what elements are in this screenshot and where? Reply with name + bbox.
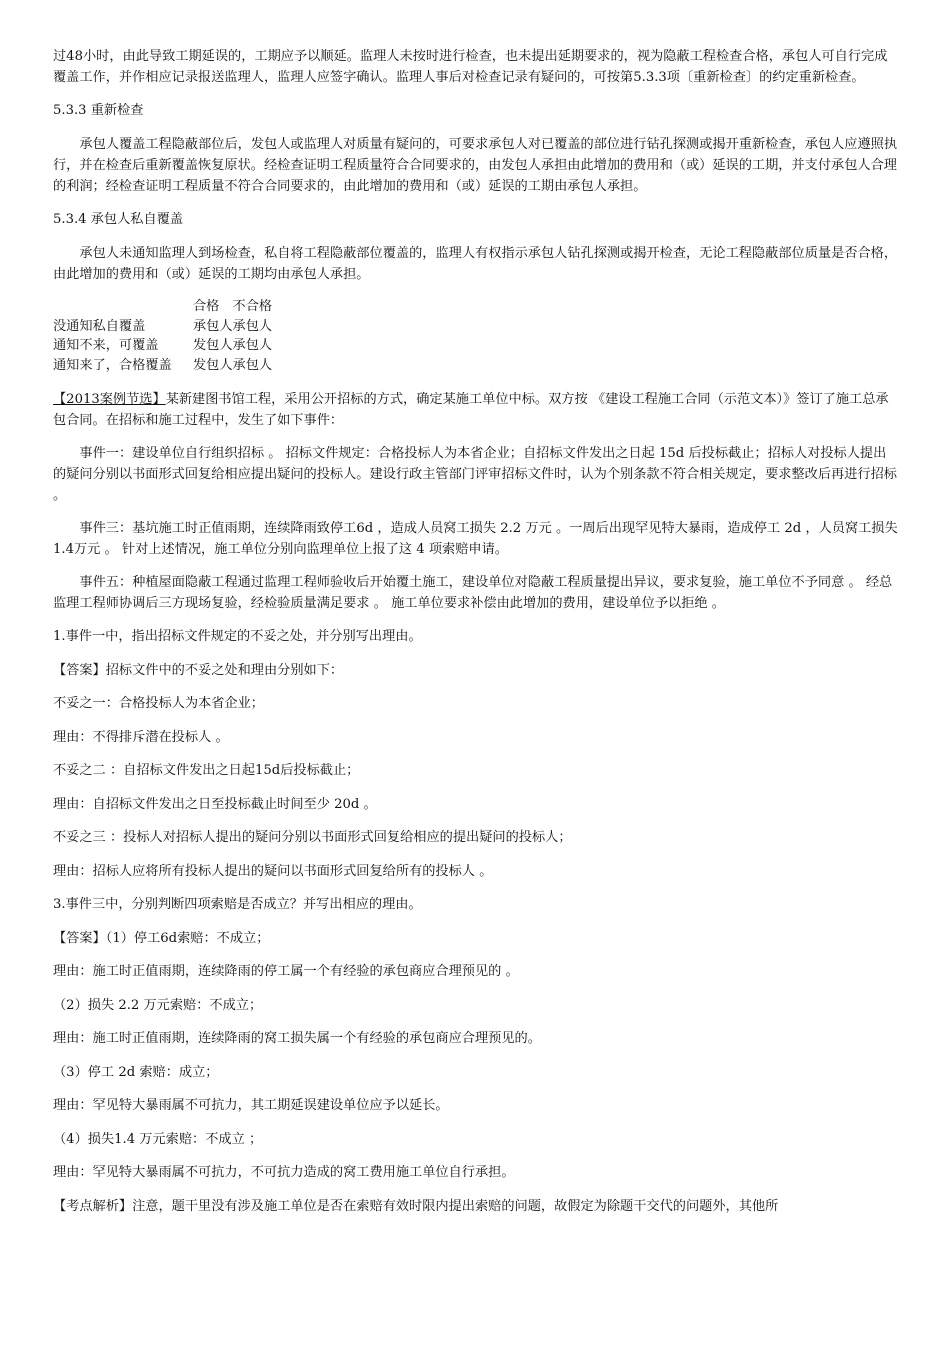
answer-line: 理由：罕见特大暴雨属不可抗力，其工期延误建设单位应予以延长。 (53, 1098, 449, 1113)
section-body-5-3-4: 承包人未通知监理人到场检查，私自将工程隐蔽部位覆盖的，监理人有权指示承包人钻孔探测或揭开检查，无论工程隐蔽部位质量是否合格，由此增加的费用和（或）延误的工期均由承包人承担。 (53, 246, 898, 282)
table-header-cell (53, 297, 193, 317)
answer-line: 理由：招标人应将所有投标人提出的疑问以书面形式回复给所有的投标人 。 (53, 863, 493, 879)
summary-table (53, 297, 898, 375)
answer-line: 不妥之二 ：自招标文件发出之日起15d后投标截止； (53, 763, 360, 778)
analysis-paragraph: 【考点解析】注意，题干里没有涉及施工单位是否在索赔有效时限内提出索赔的问题，故假定为除题干交代的问题外，其他所 (53, 1198, 779, 1214)
answer-line: （4）损失1.4 万元索赔：不成立 ； (53, 1131, 263, 1147)
question-1: 1.事件一中，指出招标文件规定的不妥之处，并分别写出理由。 (53, 629, 422, 644)
table-row-label: 通知不来，可覆盖 (53, 338, 159, 353)
table-row-value: 发包人承包人 (193, 338, 273, 353)
question-3: 3.事件三中，分别判断四项索赔是否成立？并写出相应的理由。 (53, 897, 422, 912)
case-tag: 【2013案例节选】 (53, 392, 166, 407)
answer-1-intro: 【答案】招标文件中的不妥之处和理由分别如下： (53, 662, 344, 678)
answer-line: 不妥之一：合格投标人为本省企业； (53, 696, 264, 711)
event-1: 事件一：建设单位自行组织招标 。 招标文件规定：合格投标人为本省企业；自招标文件发出之日起 15d 后投标截止；招标人对投标人提出的疑问分别以书面形式回复给相应提出疑问的投标人。建设行政主管部门评审招标文件时，认为个别条款不符合相关规定，要求整改后再进行招标 。 (53, 446, 897, 503)
answer-line: 【答案】（1）停工6d索赔：不成立； (53, 930, 270, 946)
continuation-paragraph: 过48小时，由此导致工期延误的，工期应予以顺延。监理人未按时进行检查，也未提出延期要求的，视为隐蔽工程检查合格，承包人可自行完成覆盖工作，并作相应记录报送监理人，监理人应签字确认。监理人事后对检查记录有疑问的，可按第5.3.3项〔重新检查〕的约定重新检查。 (53, 49, 888, 85)
section-heading-5-3-4: 5.3.4 承包人私自覆盖 (53, 212, 184, 227)
table-row-value: 承包人承包人 (193, 318, 273, 334)
answer-line: 不妥之三 ：投标人对招标人提出的疑问分别以书面形式回复给相应的提出疑问的投标人； (53, 830, 572, 845)
section-heading-5-3-3: 5.3.3 重新检查 (53, 103, 144, 118)
event-3: 事件三：基坑施工时正值雨期，连续降雨致停工6d ，造成人员窝工损失 2.2 万元 。一周后出现罕见特大暴雨，造成停工 2d ，人员窝工损失1.4万元 。 针对上述情况，施工单位分别向监理单位上报了这 4 项索赔申请。 (53, 521, 898, 557)
case-intro-text: 某新建图书馆工程，采用公开招标的方式，确定某施工单位中标。双方按 《建设工程施工合同（示范文本）》签订了施工总承包合同。在招标和施工过程中，发生了如下事件： (53, 392, 889, 428)
case-intro (53, 389, 898, 431)
answer-line: 理由：不得排斥潜在投标人 。 (53, 729, 229, 745)
document-page (53, 46, 898, 1229)
answer-line: 理由：自招标文件发出之日至投标截止时间至少 20d 。 (53, 796, 377, 812)
answer-line: 理由：罕见特大暴雨属不可抗力，不可抗力造成的窝工费用施工单位自行承担。 (53, 1165, 515, 1180)
table-row-value: 发包人承包人 (193, 357, 273, 373)
event-5: 事件五：种植屋面隐蔽工程通过监理工程师验收后开始覆土施工，建设单位对隐蔽工程质量提出异议，要求复验，施工单位不予同意 。 经总监理工程师协调后三方现场复验，经检验质量满足要求 。 施工单位要求补偿由此增加的费用，建设单位予以拒绝 。 (53, 575, 893, 611)
table-row-label: 通知来了，合格覆盖 (53, 357, 172, 373)
answer-line: （2）损失 2.2 万元索赔：不成立； (53, 997, 263, 1013)
answer-line: 理由：施工时正值雨期，连续降雨的窝工损失属一个有经验的承包商应合理预见的。 (53, 1031, 541, 1046)
table-header-cell: 合格 不合格 (193, 299, 273, 314)
answer-line: 理由：施工时正值雨期，连续降雨的停工属一个有经验的承包商应合理预见的 。 (53, 964, 519, 979)
table-row-label: 没通知私自覆盖 (53, 318, 146, 334)
answer-line: （3）停工 2d 索赔：成立； (53, 1064, 219, 1080)
section-body-5-3-3: 承包人覆盖工程隐蔽部位后，发包人或监理人对质量有疑问的，可要求承包人对已覆盖的部位进行钻孔探测或揭开重新检查，承包人应遵照执行，并在检查后重新覆盖恢复原状。经检查证明工程质量符合合同要求的，由发包人承担由此增加的费用和（或）延误的工期，并支付承包人合理的利润；经检查证明工程质量不符合合同要求的，由此增加的费用和（或）延误的工期由承包人承担。 (53, 137, 898, 194)
